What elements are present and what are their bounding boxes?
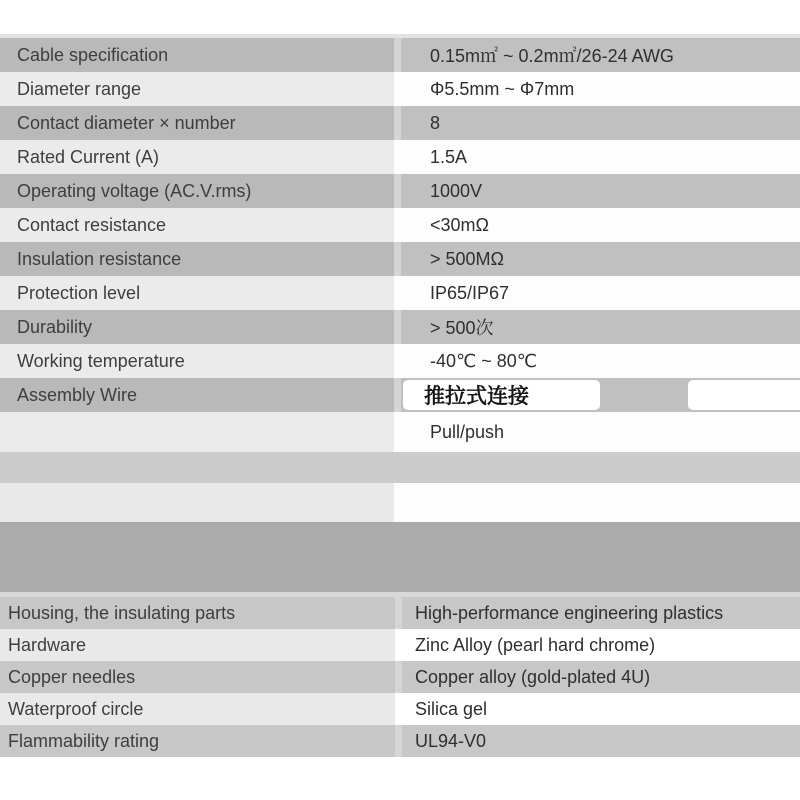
column-divider [395, 693, 402, 725]
top-margin [0, 0, 800, 34]
row-value: Copper alloy (gold-plated 4U) [415, 666, 651, 687]
spec-row-rated-current [0, 140, 800, 174]
column-divider [394, 310, 401, 344]
row-label-cell [0, 208, 394, 242]
spec-row-durability [0, 310, 800, 344]
row-label: Cable specification [17, 44, 169, 65]
column-divider [394, 208, 401, 242]
row-value: <30mΩ [430, 214, 489, 235]
row-value-cell [402, 693, 800, 725]
row-value: -40℃ ~ 80℃ [430, 350, 537, 371]
row-label: Housing, the insulating parts [8, 602, 236, 623]
row-value-cell [401, 72, 800, 106]
row-value: 0.15m㎡ ~ 0.2m㎡/26-24 AWG [430, 46, 674, 66]
row-value-cell [402, 629, 800, 661]
row-label: Waterproof circle [8, 698, 144, 719]
row-label-cell [0, 661, 395, 693]
row-label-cell [0, 693, 395, 725]
spec-row-contact-diameter-number [0, 106, 800, 140]
row-label: Contact diameter × number [17, 112, 236, 133]
row-label-cell [0, 140, 394, 174]
row-label-cell [0, 378, 394, 412]
row-value-cell [401, 344, 800, 378]
row-value: Pull/push [430, 421, 505, 442]
column-divider [394, 38, 401, 72]
spec-row-cable-specification [0, 38, 800, 72]
spec-row-protection-level [0, 276, 800, 310]
column-divider [394, 140, 401, 174]
row-value: 8 [430, 112, 441, 133]
row-label: Diameter range [17, 78, 142, 99]
row-label: Durability [17, 316, 93, 337]
row-value-cell [401, 378, 800, 412]
empty-row [0, 483, 800, 522]
row-value: 1.5A [430, 146, 468, 167]
row-value: Silica gel [415, 698, 488, 719]
spec-row-contact-resistance [0, 208, 800, 242]
material-row-hardware [0, 629, 800, 661]
spec-row-pull-push [0, 412, 800, 452]
push-pull-chinese-text: 推拉式连接 [424, 385, 529, 408]
column-divider [394, 276, 401, 310]
row-value: High-performance engineering plastics [415, 602, 724, 623]
row-label: Operating voltage (AC.V.rms) [17, 180, 252, 201]
row-value-cell [401, 242, 800, 276]
bottom-margin [0, 757, 800, 800]
row-label: Insulation resistance [17, 248, 182, 269]
row-value-cell [401, 106, 800, 140]
row-value: 1000V [430, 180, 483, 201]
column-divider [394, 344, 401, 378]
spec-row-operating-voltage [0, 174, 800, 208]
row-value-cell [401, 174, 800, 208]
row-label-cell [0, 412, 394, 452]
row-value-cell [402, 725, 800, 757]
row-value-cell [401, 483, 800, 522]
row-value: > 500次 [430, 318, 494, 338]
row-label-cell [0, 106, 394, 140]
column-divider [395, 661, 402, 693]
row-label-cell [0, 344, 394, 378]
row-value: Zinc Alloy (pearl hard chrome) [415, 634, 656, 655]
row-label-cell [0, 174, 394, 208]
column-divider [394, 378, 401, 412]
column-divider [394, 72, 401, 106]
row-value-cell [401, 140, 800, 174]
row-value-cell [402, 661, 800, 693]
column-divider [394, 106, 401, 140]
row-label-cell [0, 629, 395, 661]
row-label-cell [0, 276, 394, 310]
row-value: > 500MΩ [430, 248, 504, 269]
row-label-cell [0, 483, 394, 522]
row-label: Working temperature [17, 350, 185, 371]
spec-row-diameter-range [0, 72, 800, 106]
column-divider [395, 629, 402, 661]
spec-row-insulation-resistance [0, 242, 800, 276]
column-divider [394, 412, 401, 452]
material-row-housing [0, 597, 800, 629]
separator-band-light [0, 452, 800, 483]
white-blank-patch [688, 380, 800, 410]
row-value-cell [401, 38, 800, 72]
row-value: UL94-V0 [415, 730, 487, 751]
row-label-cell [0, 242, 394, 276]
row-label: Flammability rating [8, 730, 160, 751]
material-row-copper-needles [0, 661, 800, 693]
row-value-cell [401, 276, 800, 310]
column-divider [395, 597, 402, 629]
row-label: Assembly Wire [17, 384, 138, 405]
spec-row-working-temperature [0, 344, 800, 378]
row-label: Protection level [17, 282, 141, 303]
spec-row-assembly-wire [0, 378, 800, 412]
separator-band-dark [0, 522, 800, 592]
row-label-cell [0, 310, 394, 344]
row-value-cell [401, 310, 800, 344]
row-label: Hardware [8, 634, 87, 655]
row-label-cell [0, 38, 394, 72]
column-divider [394, 174, 401, 208]
row-label-cell [0, 72, 394, 106]
row-value-cell [402, 597, 800, 629]
row-label-cell [0, 597, 395, 629]
row-label: Rated Current (A) [17, 146, 160, 167]
row-value: IP65/IP67 [430, 282, 510, 303]
column-divider [394, 242, 401, 276]
column-divider [395, 725, 402, 757]
row-label-cell [0, 725, 395, 757]
white-highlight-patch [403, 380, 600, 410]
column-divider [394, 483, 401, 522]
row-label: Copper needles [8, 666, 136, 687]
row-label: Contact resistance [17, 214, 167, 235]
row-value: Φ5.5mm ~ Φ7mm [430, 78, 575, 99]
material-row-flammability-rating [0, 725, 800, 757]
row-value-cell [401, 208, 800, 242]
material-row-waterproof-circle [0, 693, 800, 725]
row-value-cell [401, 412, 800, 452]
